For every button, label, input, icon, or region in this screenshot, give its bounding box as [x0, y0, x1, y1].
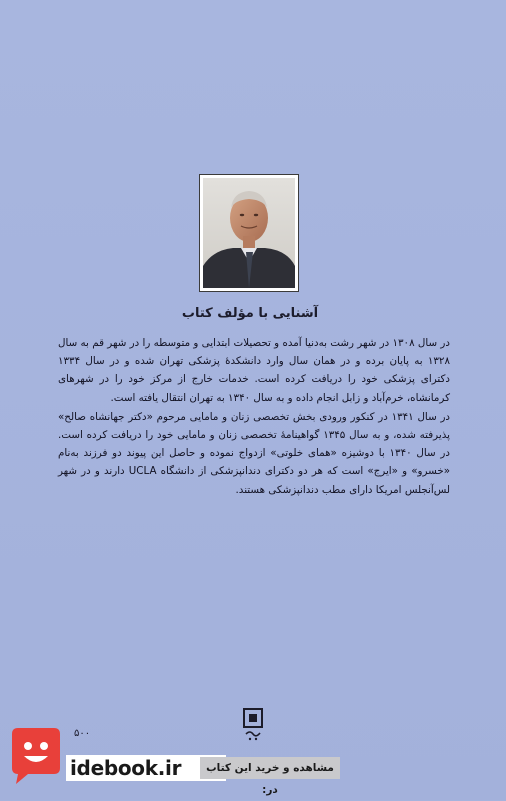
watermark-caption: مشاهده و خرید این کتاب در:	[200, 757, 340, 779]
price-label: ۵۰۰	[74, 728, 91, 739]
publisher-logo-icon	[242, 708, 264, 746]
author-biography	[58, 334, 450, 499]
bio-paragraph-2: در سال ۱۳۴۱ در کنکور ورودی بخش تخصصی زنان و مامایی مرحوم «دکتر جهانشاه صالح» پذیرفته شده، و به سال ۱۳۴۵ گواهینامهٔ تخصصی زنان و مامایی خود را دریافت کرده است. در سال ۱۳۴۰ با دوشیزه «همای خلوتی» ازدواج نموده و حاصل این پیوند دو فرزند به‌نام «خسرو» و «ایرج» است که هر دو دکترای دندانپزشکی از دانشگاه UCLA دارند و در شهر لس‌آنجلس امریکا دارای مطب دندانپزشکی هستند.	[58, 410, 451, 496]
author-photo	[199, 174, 299, 292]
bio-paragraph-1: در سال ۱۳۰۸ در شهر رشت به‌دنیا آمده و تحصیلات ابتدایی و متوسطه را در شهر قم به سال ۱۳۲۸ به پایان برده و در همان سال وارد دانشکدهٔ پزشکی تهران شده و در سال ۱۳۳۴ دکترای پزشکی خود را دریافت کرده است. خدمات خارج از مرکز خود را در شهرهای کرمانشاه، خرم‌آباد و زابل انجام داده و به سال ۱۳۴۰ به تهران انتقال یافته است.	[58, 337, 450, 404]
watermark-site-name[interactable]: idebook.ir	[70, 756, 182, 780]
author-section-heading: آشنایی با مؤلف کتاب	[181, 306, 319, 321]
watermark-banner[interactable]	[0, 755, 506, 796]
author-portrait-image	[203, 178, 295, 288]
